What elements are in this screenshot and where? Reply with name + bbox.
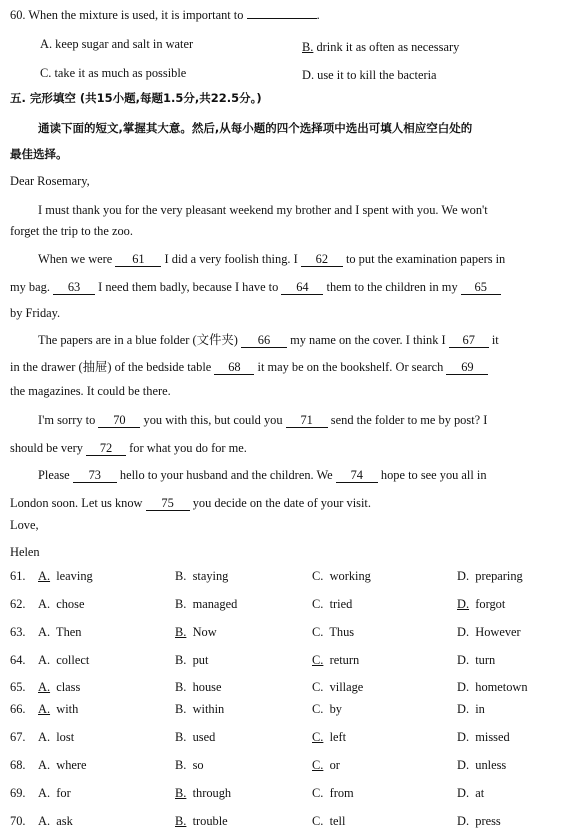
option-letter: A. xyxy=(38,653,51,667)
option-text: for xyxy=(50,786,71,800)
option-a xyxy=(38,758,87,773)
option-text: within xyxy=(186,702,225,716)
option-c xyxy=(312,702,342,717)
p5-line1 xyxy=(38,468,487,483)
question-row xyxy=(10,702,580,722)
option-text: lost xyxy=(50,730,75,744)
question-row xyxy=(10,730,580,750)
option-letter: B. xyxy=(175,569,187,583)
option-text: Now xyxy=(186,625,217,639)
blank-61: 61 xyxy=(115,253,161,267)
blank-66: 66 xyxy=(241,334,287,348)
p1-line2: forget the trip to the zoo. xyxy=(10,224,133,238)
question-number: 65. xyxy=(10,680,26,694)
option-letter: C. xyxy=(312,814,324,828)
option-text: so xyxy=(186,758,204,772)
option-letter: B. xyxy=(175,814,187,828)
option-letter: D. xyxy=(457,702,470,716)
q60-stem xyxy=(10,8,320,23)
q60-stem-text: 60. When the mixture is used, it is important to xyxy=(10,8,244,22)
option-text: managed xyxy=(186,597,238,611)
p3-text: it may be on the bookshelf. Or search xyxy=(257,360,444,374)
p4-text: send the folder to me by post? I xyxy=(330,413,488,427)
option-text: chose xyxy=(50,597,85,611)
question-row xyxy=(10,786,580,806)
option-letter: A. xyxy=(38,569,51,583)
section-instructions-line1: 通读下面的短文,掌握其大意。然后,从每小题的四个选择项中选出可填人相应空白处的 xyxy=(38,121,473,135)
option-letter: C. xyxy=(312,569,324,583)
option-a xyxy=(38,702,78,717)
option-letter: D. xyxy=(457,680,470,694)
option-text: ask xyxy=(50,814,73,828)
question-row xyxy=(10,625,580,645)
p3-line2 xyxy=(10,357,488,375)
option-letter: D. xyxy=(457,786,470,800)
p5-text: London soon. Let us know xyxy=(10,496,143,510)
option-c xyxy=(312,814,345,829)
option-letter: B. xyxy=(175,653,187,667)
p4-text: for what you do for me. xyxy=(129,441,247,455)
p5-text: Please xyxy=(38,468,70,482)
p5-text: you decide on the date of your visit. xyxy=(192,496,371,510)
letter-closing: Love, xyxy=(10,518,39,532)
option-b xyxy=(175,569,228,584)
option-letter: D. xyxy=(457,653,470,667)
option-letter: C. xyxy=(312,758,324,772)
option-c xyxy=(312,786,354,801)
q60-option-c-letter: C. xyxy=(40,66,52,80)
question-row xyxy=(10,653,580,673)
option-b xyxy=(175,653,208,668)
option-a xyxy=(38,653,89,668)
option-a xyxy=(38,625,81,640)
option-text: collect xyxy=(50,653,90,667)
option-b xyxy=(175,680,221,695)
option-letter: B. xyxy=(175,597,187,611)
option-d xyxy=(457,786,484,801)
p3-text: in the drawer (抽屉) of the bedside table xyxy=(10,360,212,374)
option-letter: A. xyxy=(38,702,51,716)
option-b xyxy=(175,597,237,612)
option-c xyxy=(312,730,346,745)
option-a xyxy=(38,786,71,801)
option-letter: A. xyxy=(38,625,51,639)
option-d xyxy=(457,653,495,668)
p2-text: my bag. xyxy=(10,280,50,294)
q60-option-a-letter: A. xyxy=(40,37,53,51)
q60-option-c-text: take it as much as possible xyxy=(54,66,187,80)
p3-line1 xyxy=(38,330,499,348)
option-a xyxy=(38,597,84,612)
option-text: leaving xyxy=(50,569,93,583)
option-text: class xyxy=(50,680,81,694)
option-d xyxy=(457,702,485,717)
blank-72: 72 xyxy=(86,442,126,456)
option-letter: B. xyxy=(175,786,187,800)
blank-69: 69 xyxy=(446,361,488,375)
option-text: through xyxy=(186,786,232,800)
option-text: used xyxy=(186,730,216,744)
p4-line1 xyxy=(38,413,487,428)
option-b xyxy=(175,702,224,717)
option-text: where xyxy=(50,758,87,772)
option-d xyxy=(457,625,521,640)
option-letter: D. xyxy=(457,730,470,744)
option-a xyxy=(38,680,80,695)
option-letter: C. xyxy=(312,730,324,744)
option-d xyxy=(457,569,523,584)
option-letter: C. xyxy=(312,625,324,639)
blank-65: 65 xyxy=(461,281,501,295)
p2-text: to put the examination papers in xyxy=(345,252,506,266)
question-number: 70. xyxy=(10,814,26,828)
option-letter: B. xyxy=(175,758,187,772)
p3-text: The papers are in a blue folder (文件夹) xyxy=(38,333,238,347)
question-row xyxy=(10,597,580,617)
p3-text: my name on the cover. I think I xyxy=(290,333,446,347)
option-text: village xyxy=(323,680,364,694)
option-text: tried xyxy=(323,597,353,611)
q60-option-d xyxy=(302,68,437,83)
option-text: missed xyxy=(469,730,510,744)
option-text: unless xyxy=(469,758,507,772)
option-text: at xyxy=(469,786,485,800)
blank-64: 64 xyxy=(281,281,323,295)
option-text: or xyxy=(323,758,340,772)
q60-option-b-letter: B. xyxy=(302,40,314,54)
option-a xyxy=(38,569,93,584)
option-letter: D. xyxy=(457,597,470,611)
option-text: in xyxy=(469,702,485,716)
question-number: 62. xyxy=(10,597,26,611)
p4-text: should be very xyxy=(10,441,83,455)
blank-62: 62 xyxy=(301,253,343,267)
question-row xyxy=(10,814,580,834)
option-text: return xyxy=(323,653,360,667)
option-letter: A. xyxy=(38,814,51,828)
p3-line3: the magazines. It could be there. xyxy=(10,384,171,398)
blank-63: 63 xyxy=(53,281,95,295)
option-letter: D. xyxy=(457,758,470,772)
option-text: working xyxy=(323,569,371,583)
p1-line1: I must thank you for the very pleasant weekend my brother and I spent with you. We won't xyxy=(38,203,488,217)
option-text: tell xyxy=(323,814,346,828)
option-text: by xyxy=(323,702,342,716)
option-d xyxy=(457,730,510,745)
option-text: Then xyxy=(50,625,82,639)
option-a xyxy=(38,814,73,829)
option-letter: A. xyxy=(38,758,51,772)
question-number: 69. xyxy=(10,786,26,800)
blank-71: 71 xyxy=(286,414,328,428)
option-b xyxy=(175,786,231,801)
option-letter: B. xyxy=(175,625,187,639)
option-c xyxy=(312,653,359,668)
q60-option-a-text: keep sugar and salt in water xyxy=(55,37,194,51)
option-letter: D. xyxy=(457,625,470,639)
option-letter: A. xyxy=(38,786,51,800)
p5-text: hope to see you all in xyxy=(380,468,487,482)
p2-line3: by Friday. xyxy=(10,306,61,320)
q60-blank xyxy=(247,18,317,19)
q60-option-b xyxy=(302,40,459,55)
p4-text: I'm sorry to xyxy=(38,413,96,427)
blank-73: 73 xyxy=(73,469,117,483)
option-a xyxy=(38,730,74,745)
option-b xyxy=(175,758,204,773)
option-letter: B. xyxy=(175,730,187,744)
question-number: 68. xyxy=(10,758,26,772)
blank-67: 67 xyxy=(449,334,489,348)
q60-end: . xyxy=(316,8,320,22)
p2-text: them to the children in my xyxy=(326,280,458,294)
option-letter: D. xyxy=(457,814,470,828)
p5-line2 xyxy=(10,496,371,511)
letter-signature: Helen xyxy=(10,545,40,559)
option-text: turn xyxy=(469,653,496,667)
option-letter: A. xyxy=(38,597,51,611)
option-text: preparing xyxy=(469,569,523,583)
option-text: from xyxy=(323,786,354,800)
p3-text: it xyxy=(491,333,499,347)
option-c xyxy=(312,625,354,640)
option-letter: C. xyxy=(312,653,324,667)
option-letter: B. xyxy=(175,702,187,716)
option-d xyxy=(457,597,505,612)
option-d xyxy=(457,680,528,695)
p2-line1 xyxy=(38,252,505,267)
option-text: trouble xyxy=(186,814,228,828)
option-letter: C. xyxy=(312,702,324,716)
p5-text: hello to your husband and the children. We xyxy=(119,468,333,482)
option-c xyxy=(312,569,371,584)
question-number: 67. xyxy=(10,730,26,744)
blank-74: 74 xyxy=(336,469,378,483)
q60-option-a xyxy=(40,37,193,52)
question-number: 63. xyxy=(10,625,26,639)
question-row xyxy=(10,680,580,700)
option-text: However xyxy=(469,625,521,639)
question-row xyxy=(10,569,580,589)
option-letter: C. xyxy=(312,786,324,800)
option-letter: B. xyxy=(175,680,187,694)
option-c xyxy=(312,680,363,695)
q60-option-c xyxy=(40,66,186,81)
option-c xyxy=(312,758,340,773)
option-text: left xyxy=(323,730,347,744)
question-number: 61. xyxy=(10,569,26,583)
option-text: forgot xyxy=(469,597,506,611)
option-letter: C. xyxy=(312,680,324,694)
q60-option-d-letter: D. xyxy=(302,68,315,82)
section-instructions-line2: 最佳选择。 xyxy=(10,147,68,161)
option-c xyxy=(312,597,352,612)
option-text: Thus xyxy=(323,625,355,639)
option-text: put xyxy=(186,653,209,667)
p2-text: I need them badly, because I have to xyxy=(98,280,279,294)
option-text: staying xyxy=(186,569,229,583)
option-b xyxy=(175,814,228,829)
q60-option-d-text: use it to kill the bacteria xyxy=(317,68,437,82)
p4-text: you with this, but could you xyxy=(143,413,283,427)
option-d xyxy=(457,758,506,773)
p2-line2 xyxy=(10,280,501,295)
blank-70: 70 xyxy=(98,414,140,428)
option-text: press xyxy=(469,814,501,828)
letter-greeting: Dear Rosemary, xyxy=(10,174,90,188)
blank-75: 75 xyxy=(146,497,190,511)
p2-text: I did a very foolish thing. I xyxy=(164,252,298,266)
q60-option-b-text: drink it as often as necessary xyxy=(316,40,460,54)
blank-68: 68 xyxy=(214,361,254,375)
option-letter: A. xyxy=(38,680,51,694)
option-letter: C. xyxy=(312,597,324,611)
option-text: house xyxy=(186,680,222,694)
question-number: 66. xyxy=(10,702,26,716)
question-number: 64. xyxy=(10,653,26,667)
option-text: hometown xyxy=(469,680,528,694)
p4-line2 xyxy=(10,441,247,456)
section-title: 五. 完形填空 (共15小题,每题1.5分,共22.5分。) xyxy=(10,91,262,105)
question-row xyxy=(10,758,580,778)
option-b xyxy=(175,730,215,745)
option-d xyxy=(457,814,501,829)
option-b xyxy=(175,625,217,640)
p2-text: When we were xyxy=(38,252,113,266)
option-text: with xyxy=(50,702,79,716)
option-letter: A. xyxy=(38,730,51,744)
option-letter: D. xyxy=(457,569,470,583)
